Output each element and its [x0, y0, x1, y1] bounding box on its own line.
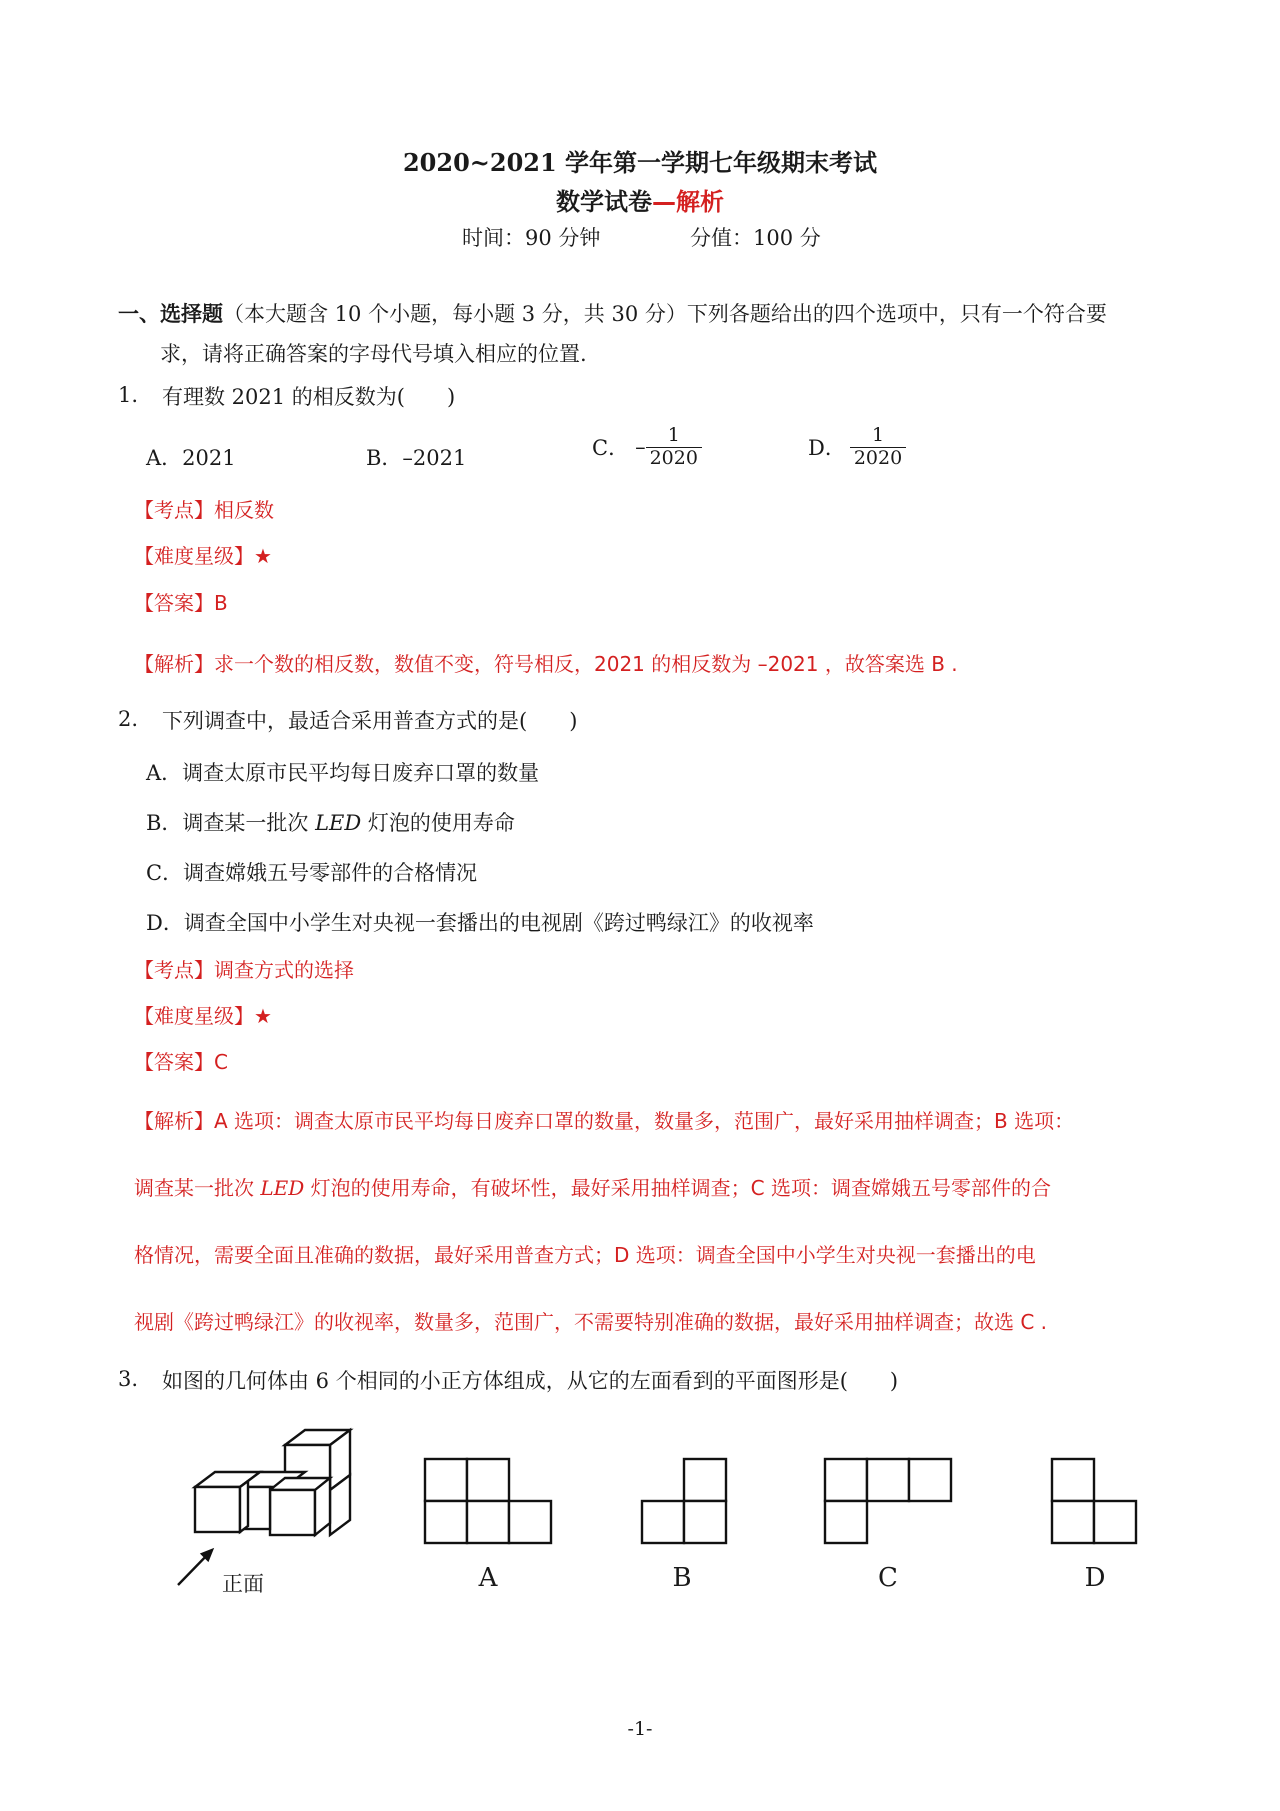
q1-option-d [808, 425, 906, 470]
fraction-numerator: 1 [871, 424, 885, 446]
q2-analysis-line1: 【解析】A 选项：调查太原市民平均每日废弃口罩的数量，数量多，范围广，最好采用抽样调查；B 选项： [134, 1109, 1075, 1133]
q1-option-d-label: D． [808, 436, 846, 461]
subtitle-prefix: 数学试卷 [556, 187, 652, 216]
q2-option-b [146, 807, 515, 837]
fraction-denominator: 2020 [850, 447, 906, 470]
q2-option-a: A．调查太原市民平均每日废弃口罩的数量 [146, 761, 540, 785]
section-title: 一、选择题 [118, 301, 223, 326]
section-desc-1: （本大题含 10 个小题，每小题 3 分，共 30 分）下列各题给出的四个选项中，只有一个符合要 [223, 302, 1107, 326]
q1-analysis: 【解析】求一个数的相反数，数值不变，符号相反，2021 的相反数为 –2021 ，故答案选 B . [134, 652, 958, 676]
analysis-post: 灯泡的使用寿命，有破坏性，最好采用抽样调查；C 选项：调查嫦娥五号零部件的合 [304, 1176, 1051, 1200]
section-heading [118, 298, 1107, 328]
q3-option-c-figure [823, 1457, 953, 1547]
q3-option-a-figure [423, 1457, 553, 1547]
q1-option-c-label: C． [592, 436, 630, 461]
exam-title: 2020~2021 学年第一学期七年级期末考试 [402, 148, 878, 177]
exam-time: 时间：90 分钟 [462, 226, 601, 250]
q3-text: 如图的几何体由 6 个相同的小正方体组成，从它的左面看到的平面图形是( ) [162, 1369, 899, 1393]
q3-option-b-figure [640, 1457, 730, 1547]
exam-subtitle [0, 182, 1280, 217]
q3-number: 3. [118, 1367, 139, 1391]
q2-text: 下列调查中，最适合采用普查方式的是( ) [162, 709, 578, 733]
fraction-denominator: 2020 [646, 447, 702, 470]
q2-option-d: D．调查全国中小学生对央视一套播出的电视剧《跨过鸭绿江》的收视率 [146, 911, 814, 935]
q3-option-d-label: D [1084, 1563, 1106, 1593]
q2-option-b-pre: B．调查某一批次 [146, 811, 316, 835]
q1-answer: 【答案】B [134, 591, 228, 615]
q2-answer: 【答案】C [134, 1050, 228, 1074]
cube-solid-figure [160, 1415, 390, 1605]
page-number: -1- [627, 1718, 653, 1740]
section-desc-2: 求，请将正确答案的字母代号填入相应的位置. [160, 342, 587, 366]
q1-difficulty: 【难度星级】★ [134, 544, 272, 568]
q3-option-a-label: A [478, 1563, 498, 1593]
q2-analysis-line3: 格情况，需要全面且准确的数据，最好采用普查方式；D 选项：调查全国中小学生对央视一套播出的电 [134, 1243, 1036, 1267]
q1-option-b: B．–2021 [366, 446, 467, 470]
q3-option-b-label: B [672, 1563, 692, 1593]
q3-option-c-label: C [878, 1563, 898, 1593]
analysis-led: LED [260, 1176, 305, 1200]
q2-analysis-line2 [134, 1172, 1051, 1201]
q1-text: 有理数 2021 的相反数为( ) [162, 385, 456, 409]
q1-option-c-fraction [646, 425, 702, 470]
q2-number: 2. [118, 707, 139, 731]
q1-option-c-sign: – [635, 435, 646, 460]
q2-option-b-led: LED [315, 811, 362, 835]
q2-option-b-post: 灯泡的使用寿命 [361, 811, 515, 835]
analysis-pre: 调查某一批次 [134, 1176, 261, 1200]
q1-number: 1. [118, 383, 139, 407]
subtitle-suffix: —解析 [652, 188, 724, 216]
exam-score: 分值：100 分 [690, 226, 821, 250]
fraction-numerator: 1 [667, 424, 680, 446]
q1-kaodian: 【考点】相反数 [134, 498, 274, 522]
q2-kaodian: 【考点】调查方式的选择 [134, 958, 354, 982]
q1-option-d-fraction [850, 425, 906, 470]
q3-option-d-figure [1050, 1457, 1140, 1547]
front-label: 正面 [222, 1572, 264, 1596]
q2-difficulty: 【难度星级】★ [134, 1004, 272, 1028]
q2-option-c: C．调查嫦娥五号零部件的合格情况 [146, 861, 478, 885]
q1-option-c [592, 425, 702, 470]
q1-option-a: A．2021 [146, 446, 236, 470]
q2-analysis-line4: 视剧《跨过鸭绿江》的收视率，数量多，范围广，不需要特别准确的数据，最好采用抽样调查；故选 C . [134, 1310, 1048, 1334]
